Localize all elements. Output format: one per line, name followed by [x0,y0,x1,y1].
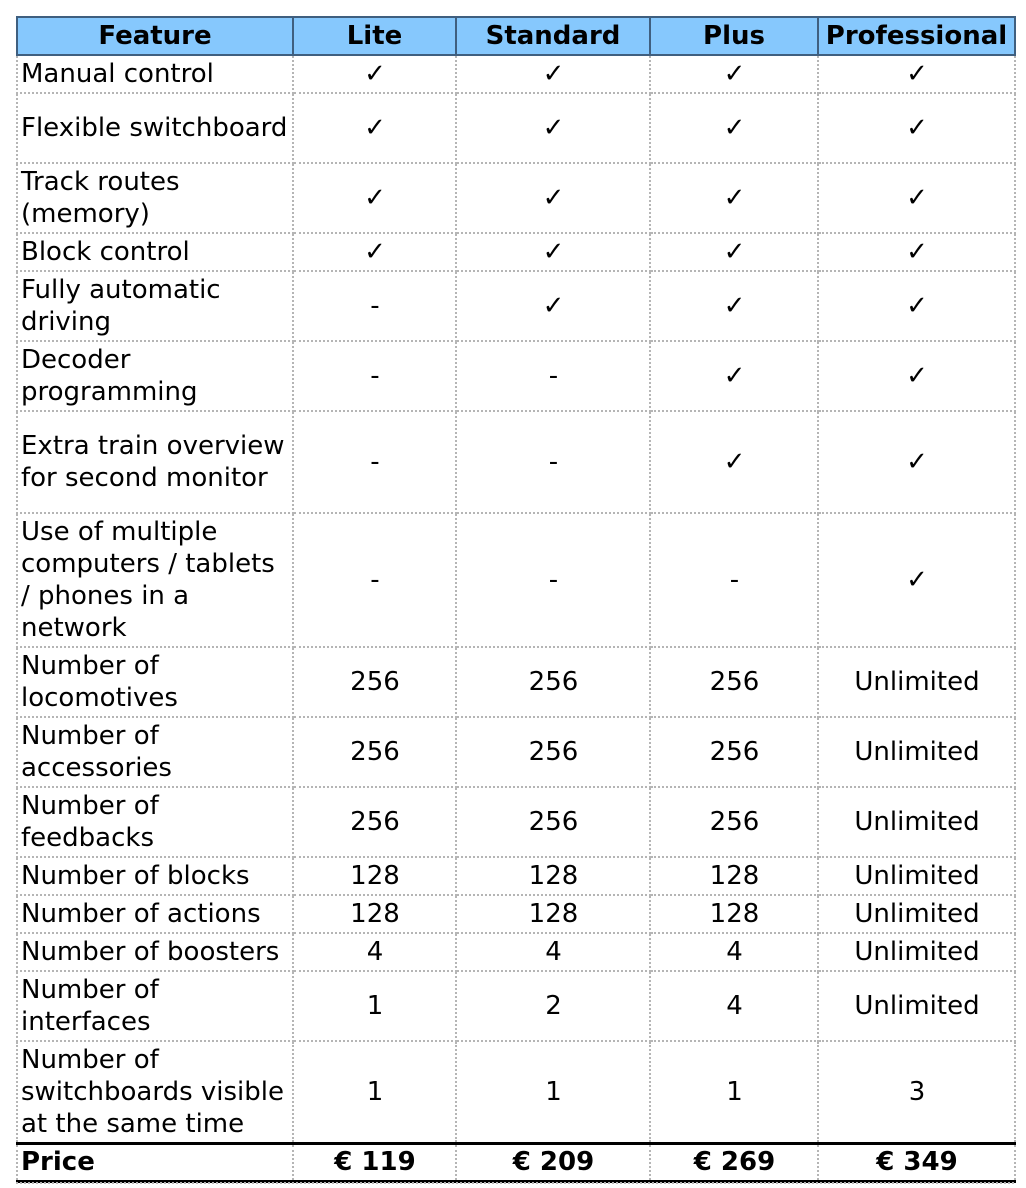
feature-cell: Number of feedbacks [17,787,293,857]
table-bottom-edge [16,1182,1014,1188]
value-cell: 128 [456,895,650,933]
value-cell: 128 [650,857,818,895]
feature-cell: Flexible switchboard [17,93,293,163]
value-cell: 1 [650,1041,818,1143]
value-cell: - [456,411,650,513]
value-cell: ✓ [650,341,818,411]
value-cell: 2 [456,971,650,1041]
value-cell: 128 [456,857,650,895]
header-standard: Standard [456,17,650,55]
value-cell: 256 [293,717,456,787]
feature-cell: Number of accessories [17,717,293,787]
table-row [17,163,1015,233]
value-cell: - [293,271,456,341]
value-cell: ✓ [650,163,818,233]
header-plus: Plus [650,17,818,55]
value-cell: - [293,513,456,647]
value-cell: ✓ [650,411,818,513]
header-lite: Lite [293,17,456,55]
table-row [17,1041,1015,1143]
table-row [17,513,1015,647]
value-cell: 4 [650,933,818,971]
value-cell: - [293,411,456,513]
value-cell: 1 [456,1041,650,1143]
value-cell: Unlimited [818,787,1015,857]
price-plus: € 269 [650,1143,818,1181]
value-cell: 256 [650,787,818,857]
table-row [17,341,1015,411]
value-cell: 128 [650,895,818,933]
feature-cell: Fully automatic driving [17,271,293,341]
value-cell: Unlimited [818,971,1015,1041]
table-row [17,717,1015,787]
table-row [17,971,1015,1041]
value-cell: 4 [293,933,456,971]
value-cell: 256 [456,717,650,787]
feature-cell: Decoder programming [17,341,293,411]
header-professional: Professional [818,17,1015,55]
feature-cell: Number of boosters [17,933,293,971]
value-cell: Unlimited [818,717,1015,787]
table-row [17,411,1015,513]
value-cell: 256 [650,717,818,787]
feature-cell: Number of interfaces [17,971,293,1041]
header-row [17,17,1015,55]
value-cell: ✓ [650,271,818,341]
price-standard: € 209 [456,1143,650,1181]
value-cell: ✓ [650,55,818,93]
value-cell: 3 [818,1041,1015,1143]
feature-cell: Number of switchboards visible at the same time [17,1041,293,1143]
value-cell: Unlimited [818,857,1015,895]
feature-cell: Use of multiple computers / tablets / phones in a network [17,513,293,647]
value-cell: ✓ [456,271,650,341]
feature-cell: Track routes (memory) [17,163,293,233]
value-cell: ✓ [293,233,456,271]
value-cell: 256 [293,787,456,857]
value-cell: ✓ [818,93,1015,163]
value-cell: 4 [456,933,650,971]
value-cell: ✓ [818,513,1015,647]
price-professional: € 349 [818,1143,1015,1181]
price-row [17,1143,1015,1181]
value-cell: 128 [293,857,456,895]
value-cell: ✓ [818,341,1015,411]
price-lite: € 119 [293,1143,456,1181]
table-row [17,233,1015,271]
table-row [17,647,1015,717]
value-cell: ✓ [293,93,456,163]
value-cell: 256 [293,647,456,717]
value-cell: ✓ [456,163,650,233]
value-cell: 256 [650,647,818,717]
value-cell: - [650,513,818,647]
value-cell: ✓ [456,233,650,271]
value-cell: ✓ [818,233,1015,271]
feature-cell: Number of blocks [17,857,293,895]
feature-cell: Number of actions [17,895,293,933]
value-cell: ✓ [293,55,456,93]
value-cell: Unlimited [818,895,1015,933]
table-row [17,271,1015,341]
table-row [17,787,1015,857]
feature-cell: Manual control [17,55,293,93]
feature-cell: Block control [17,233,293,271]
feature-cell: Number of locomotives [17,647,293,717]
value-cell: 256 [456,787,650,857]
value-cell: 256 [456,647,650,717]
comparison-table [16,16,1016,1183]
table-row [17,895,1015,933]
value-cell: Unlimited [818,647,1015,717]
table-row [17,857,1015,895]
header-feature: Feature [17,17,293,55]
value-cell: ✓ [456,93,650,163]
value-cell: 4 [650,971,818,1041]
price-label: Price [17,1143,293,1181]
value-cell: Unlimited [818,933,1015,971]
value-cell: - [293,341,456,411]
feature-cell: Extra train overview for second monitor [17,411,293,513]
value-cell: ✓ [818,163,1015,233]
table-row [17,55,1015,93]
value-cell: ✓ [456,55,650,93]
value-cell: 1 [293,1041,456,1143]
value-cell: 1 [293,971,456,1041]
value-cell: ✓ [650,233,818,271]
value-cell: 128 [293,895,456,933]
value-cell: ✓ [818,271,1015,341]
value-cell: ✓ [293,163,456,233]
table-row [17,93,1015,163]
table-row [17,933,1015,971]
value-cell: ✓ [818,55,1015,93]
value-cell: ✓ [650,93,818,163]
value-cell: ✓ [818,411,1015,513]
value-cell: - [456,513,650,647]
value-cell: - [456,341,650,411]
